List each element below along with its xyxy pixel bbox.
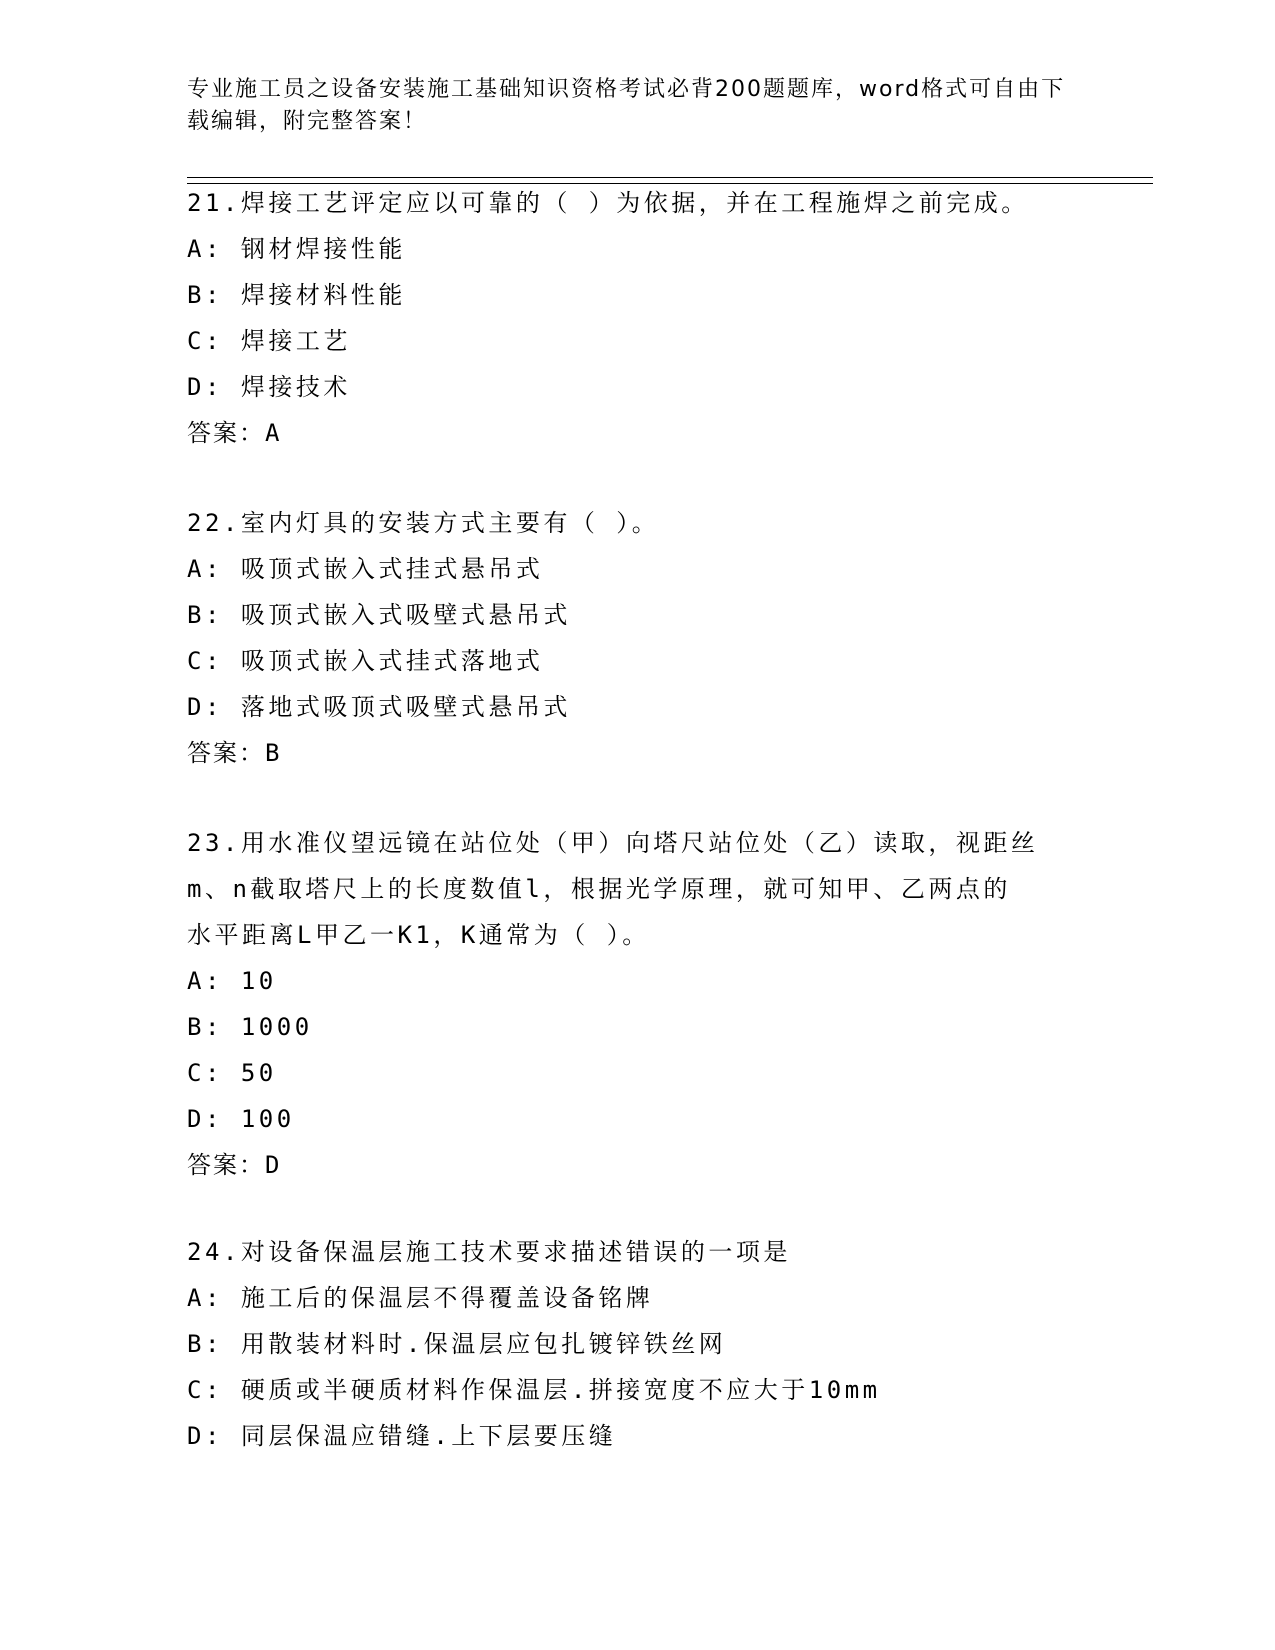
question-21 bbox=[187, 180, 1087, 456]
header-divider-top bbox=[187, 177, 1153, 178]
answer-line bbox=[187, 730, 1087, 776]
option-b: B: 焊接材料性能 bbox=[187, 281, 406, 309]
question-22 bbox=[187, 500, 1087, 776]
option-c: C: 硬质或半硬质材料作保温层.拼接宽度不应大于10mm bbox=[187, 1376, 881, 1404]
answer-label: 答案： bbox=[187, 419, 265, 447]
question-stem-line-3: 水平距离L甲乙一K1，K通常为（ ）。 bbox=[187, 921, 650, 949]
answer-value: B bbox=[265, 739, 282, 767]
option-a: A: 吸顶式嵌入式挂式悬吊式 bbox=[187, 555, 544, 583]
option-d: D: 焊接技术 bbox=[187, 373, 351, 401]
option-b: B: 吸顶式嵌入式吸壁式悬吊式 bbox=[187, 601, 571, 629]
option-d: D: 落地式吸顶式吸壁式悬吊式 bbox=[187, 693, 571, 721]
option-b: B: 1000 bbox=[187, 1013, 313, 1041]
option-c: C: 吸顶式嵌入式挂式落地式 bbox=[187, 647, 544, 675]
question-stem: 24.对设备保温层施工技术要求描述错误的一项是 bbox=[187, 1238, 791, 1266]
option-b: B: 用散装材料时.保温层应包扎镀锌铁丝网 bbox=[187, 1330, 727, 1358]
answer-label: 答案： bbox=[187, 739, 265, 767]
option-c: C: 焊接工艺 bbox=[187, 327, 351, 355]
question-24 bbox=[187, 1229, 1087, 1459]
option-c: C: 50 bbox=[187, 1059, 277, 1087]
option-a: A: 10 bbox=[187, 967, 277, 995]
option-d: D: 同层保温应错缝.上下层要压缝 bbox=[187, 1422, 617, 1450]
question-stem-line-1: 23.用水准仪望远镜在站位处（甲）向塔尺站位处（乙）读取，视距丝 bbox=[187, 829, 1039, 857]
document-intro: 专业施工员之设备安装施工基础知识资格考试必背200题题库，word格式可自由下载编辑，附完整答案！ bbox=[187, 77, 1066, 134]
question-stem: 21.焊接工艺评定应以可靠的（ ）为依据，并在工程施焊之前完成。 bbox=[187, 189, 1029, 217]
option-d: D: 100 bbox=[187, 1105, 295, 1133]
option-a: A: 钢材焊接性能 bbox=[187, 235, 406, 263]
answer-label: 答案： bbox=[187, 1151, 265, 1179]
answer-line bbox=[187, 1142, 1087, 1188]
question-23 bbox=[187, 820, 1087, 1188]
answer-value: D bbox=[265, 1151, 282, 1179]
question-stem: 22.室内灯具的安装方式主要有（ ）。 bbox=[187, 509, 660, 537]
answer-value: A bbox=[265, 419, 282, 447]
answer-line bbox=[187, 410, 1087, 456]
question-stem-line-2: m、n截取塔尺上的长度数值l，根据光学原理，就可知甲、乙两点的 bbox=[187, 875, 1011, 903]
option-a: A: 施工后的保温层不得覆盖设备铭牌 bbox=[187, 1284, 654, 1312]
